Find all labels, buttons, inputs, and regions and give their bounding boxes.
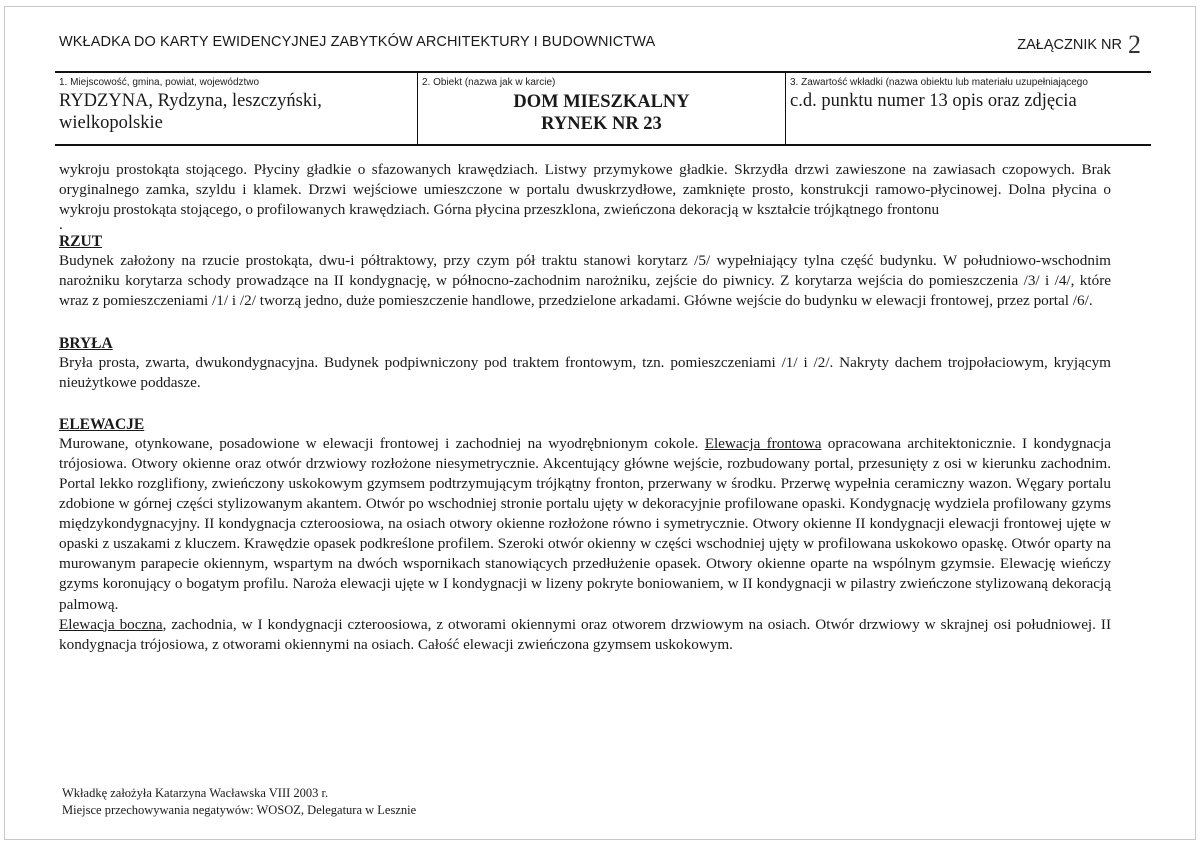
annex-number: 2: [1128, 30, 1141, 59]
footer-storage: Miejsce przechowywania negatywów: WOSOZ, Delegatura w Lesznie: [62, 803, 417, 817]
document-header: [59, 30, 1141, 59]
document-body: [59, 160, 1111, 655]
section-heading-elewacje: ELEWACJE: [59, 415, 145, 433]
field-location-value: RYDZYNA, Rydzyna, leszczyński, wielkopolskie: [59, 91, 322, 133]
intro-paragraph: wykroju prostokąta stojącego. Płyciny gładkie o sfazowanych krawędziach. Listwy przymykowe gładkie. Skrzydła drzwi zawieszone na zawiasach czopowych. Brak oryginalnego zamka, szyldu i klamek. Drzwi wejściowe umieszczone w portalu dwuskrzydłowe, zamknięte prosto, konstrukcji ramowo-płycinowej. Dolna płycina o wykroju prostokąta stojącego, o profilowanych krawędziach. Górna płycina przeszklona, zwieńczona dekoracją w kształcie trójkątnego frontonu: [59, 161, 1111, 219]
section-text-elewacje-front: [59, 434, 1111, 615]
section-text-elewacje-side: [59, 615, 1111, 655]
section-text-bryla: Bryła prosta, zwarta, dwukondygnacyjna. Budynek podpiwniczony pod traktem frontowym, tzn. pomieszczeniami /1/ i /2/. Nakryty dachem trojpołaciowym, kryjącym nieużytkowe poddasze.: [59, 353, 1111, 391]
elewacje-intro: Murowane, otynkowane, posadowione w elewacji frontowej i zachodniej na wyodrębnionym cokole.: [59, 434, 705, 452]
document-title: WKŁADKA DO KARTY EWIDENCYJNEJ ZABYTKÓW ARCHITEKTURY I BUDOWNICTWA: [59, 34, 656, 50]
field-object: [417, 73, 785, 144]
field-object-label: 2. Obiekt (nazwa jak w karcie): [422, 77, 556, 88]
field-contents-value: c.d. punktu numer 13 opis oraz zdjęcia: [790, 91, 1077, 111]
elewacje-side-description: , zachodnia, w I kondygnacji czteroosiowa, z otworami okiennymi oraz otworem drzwiowym na osiach. Otwór drzwiowy w skrajnej osi południowej. II kondygnacja trójosiowa, z otworami okiennymi na osiach. Całość elewacji zwieńczona gzymsem uskokowym.: [59, 615, 1111, 653]
section-heading-bryla: BRYŁA: [59, 334, 113, 352]
elewacja-frontowa-term: Elewacja frontowa: [704, 434, 822, 452]
document-footer: [62, 785, 416, 819]
field-location-label: 1. Miejscowość, gmina, powiat, województwo: [59, 77, 260, 88]
annex-label: [1017, 30, 1141, 59]
section-heading-rzut: RZUT: [59, 233, 103, 251]
separator-dot: .: [59, 216, 63, 234]
field-object-value: [422, 91, 781, 135]
annex-label-text: ZAŁĄCZNIK NR: [1017, 37, 1122, 53]
elewacja-boczna-term: Elewacja boczna: [59, 615, 163, 633]
field-location: [55, 73, 417, 144]
header-fields-table: [55, 71, 1151, 146]
elewacje-front-description: opracowana architektonicznie. I kondygnacja trójosiowa. Otwory okienne oraz otwór drzwiowy rozłożone niesymetrycznie. Akcentujący główne wejście, rozbudowany portal, przesunięty z osi w kierunku zachodnim. Portal lekko rozglifiony, zwieńczony uskokowym gzymsem podtrzymującym trójkątny fronton, przerwany w środku. Przerwę wypełnia ceramiczny wazon. Węgary portalu zdobione w górnej części stylizowanym akantem. Otwór po wschodniej stronie portalu ujęty w dekoracyjnie profilowane opaski. Kondygnację wydziela profilowany gzyms międzykondygnacyjny. II kondygnacja czteroosiowa, na osiach otwory okienne rozłożone równo i symetrycznie. Otwory okienne II kondygnacji elewacji frontowej ujęte w opaski z uszakami z kluczem. Krawędzie opasek podkreślone profilem. Szeroki otwór okienny w części wschodniej ujęty w profilowana uskokowo opaskę. Otwór oparty na murowanym parapecie okiennym, wspartym na dwóch wspornikach stanowiących przedłużenie opasek. Otwory okienne oparte na wspólnym gzymsie. Elewację wieńczy gzyms koronujący o bogatym profilu. Naroża elewacji ujęte w I kondygnacji w lizeny pokryte boniowaniem, w II kondygnacji w pilastry zwieńczone stylizowaną dekoracją palmową.: [59, 434, 1111, 613]
field-contents: [785, 73, 1151, 144]
object-address: RYNEK NR 23: [541, 114, 662, 134]
object-name: DOM MIESZKALNY: [513, 92, 690, 112]
footer-author: Wkładkę założyła Katarzyna Wacławska VIII 2003 r.: [62, 786, 329, 800]
field-contents-label: 3. Zawartość wkładki (nazwa obiektu lub materiału uzupełniającego: [790, 77, 1088, 88]
section-text-rzut: Budynek założony na rzucie prostokąta, dwu-i półtraktowy, przy czym pół traktu stanowi korytarz /5/ wypełniający tylna część budynku. W południowo-wschodnim narożniku korytarza schody prowadzące na II kondygnację, w północno-zachodnim narożniku, zejście do piwnicy. Z korytarza wejścia do pomieszczenia /3/ i /4/, które wraz z pomieszczeniami /1/ i /2/ tworzą jedno, duże pomieszczenie handlowe, przedzielone arkadami. Główne wejście do budynku w elewacji frontowej, przez portal /6/.: [59, 252, 1111, 310]
